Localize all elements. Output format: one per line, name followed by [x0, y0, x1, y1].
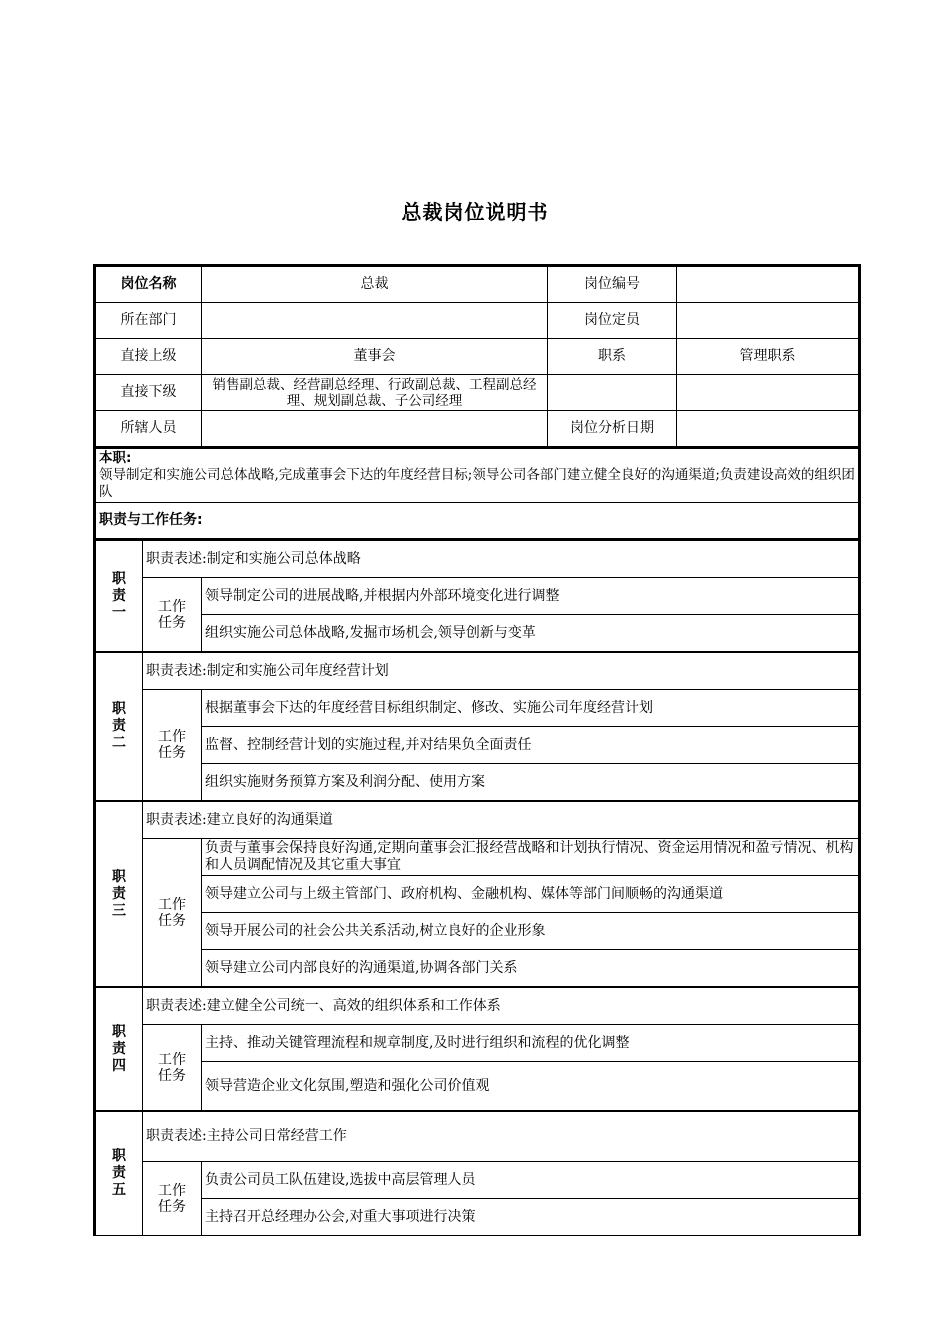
task-label [143, 578, 202, 653]
task-item: 领导建立公司与上级主管部门、政府机构、金融机构、媒体等部门间顺畅的沟通渠道 [202, 876, 859, 913]
main-duty-row [96, 448, 859, 503]
main-duty-text: 领导制定和实施公司总体战略,完成董事会下达的年度经营目标;领导公司各部门建立健全良好的沟通渠道;负责建设高效的组织团队 [99, 467, 855, 500]
department-label: 所在部门 [96, 303, 202, 339]
task-label-word: 工作 [158, 1051, 186, 1068]
headcount-value [677, 303, 859, 339]
task-row [96, 876, 859, 913]
analysis-date-label: 岗位分析日期 [548, 411, 677, 447]
duty-description: 职责表述:建立健全公司统一、高效的组织体系和工作体系 [143, 987, 859, 1025]
duty-label [96, 1111, 143, 1236]
task-label-word: 任务 [158, 745, 186, 761]
headcount-label: 岗位定员 [548, 303, 677, 339]
supervisor-label: 直接上级 [96, 339, 202, 375]
main-duty-table [95, 447, 859, 539]
task-label-word: 任务 [158, 1067, 186, 1084]
duty-label-char: 职 [112, 570, 126, 587]
job-family-label: 职系 [548, 339, 677, 375]
task-label [143, 1025, 202, 1112]
duty-description: 职责表述:制定和实施公司年度经营计划 [143, 652, 859, 690]
duty-label-char: 职 [112, 868, 126, 885]
duty-label-char: 一 [112, 604, 126, 621]
position-name-value: 总裁 [202, 267, 548, 303]
duty-label-char: 责 [112, 1165, 126, 1181]
task-row [96, 690, 859, 727]
task-item: 负责公司员工队伍建设,选拔中高层管理人员 [202, 1162, 859, 1199]
task-item: 组织实施财务预算方案及利润分配、使用方案 [202, 764, 859, 802]
duty-label-char: 三 [112, 902, 126, 919]
task-item: 领导制定公司的进展战略,并根据内外部环境变化进行调整 [202, 578, 859, 615]
position-name-label: 岗位名称 [96, 267, 202, 303]
duty-label [96, 652, 143, 801]
task-label [143, 1162, 202, 1236]
task-item: 主持、推动关键管理流程和规章制度,及时进行组织和流程的优化调整 [202, 1025, 859, 1062]
task-row [96, 615, 859, 653]
subordinates-label: 直接下级 [96, 375, 202, 411]
main-duty-label: 本职: [99, 450, 132, 466]
duty-description: 职责表述:制定和实施公司总体战略 [143, 540, 859, 578]
duty-label-char: 五 [112, 1182, 126, 1198]
staff-value [202, 411, 548, 447]
task-label-word: 工作 [158, 1182, 186, 1199]
position-code-label: 岗位编号 [548, 267, 677, 303]
duties-heading-row [96, 503, 859, 539]
duty-label-char: 职 [112, 1023, 126, 1040]
duty-label-char: 责 [112, 718, 126, 734]
empty-cell [677, 375, 859, 411]
task-row [96, 764, 859, 802]
task-row [96, 1199, 859, 1236]
task-item: 组织实施公司总体战略,发掘市场机会,领导创新与变革 [202, 615, 859, 653]
job-family-value: 管理职系 [677, 339, 859, 375]
duty-description: 职责表述:主持公司日常经营工作 [143, 1111, 859, 1162]
position-code-value [677, 267, 859, 303]
subordinates-value: 销售副总裁、经营副总经理、行政副总裁、工程副总经理、规划副总裁、子公司经理 [202, 375, 548, 411]
task-row [96, 1025, 859, 1062]
duties-table [95, 539, 859, 1236]
task-item: 领导建立公司内部良好的沟通渠道,协调各部门关系 [202, 950, 859, 988]
duty-label [96, 540, 143, 652]
duties-heading: 职责与工作任务: [96, 503, 859, 539]
task-item: 监督、控制经营计划的实施过程,并对结果负全面责任 [202, 727, 859, 764]
task-label-word: 工作 [158, 598, 186, 615]
duty-desc-row [96, 801, 859, 839]
task-label-word: 任务 [158, 912, 186, 929]
duty-desc-row [96, 652, 859, 690]
analysis-date-value [677, 411, 859, 447]
task-row [96, 839, 859, 876]
task-label [143, 690, 202, 802]
task-item: 负责与董事会保持良好沟通,定期向董事会汇报经营战略和计划执行情况、资金运用情况和盈亏情况、机构和人员调配情况及其它重大事宜 [202, 839, 859, 876]
task-row [96, 727, 859, 764]
task-item: 领导营造企业文化氛围,塑造和强化公司价值观 [202, 1062, 859, 1112]
duty-label-char: 二 [112, 735, 126, 751]
duty-description: 职责表述:建立良好的沟通渠道 [143, 801, 859, 839]
document-title: 总裁岗位说明书 [401, 200, 549, 224]
job-description-table [93, 264, 861, 1236]
department-value [202, 303, 548, 339]
task-label [143, 839, 202, 988]
task-item: 主持召开总经理办公会,对重大事项进行决策 [202, 1199, 859, 1236]
header-row [96, 303, 859, 339]
task-label-word: 任务 [158, 1198, 186, 1215]
duty-label-char: 责 [112, 885, 126, 902]
empty-cell [548, 375, 677, 411]
main-duty-cell [96, 448, 859, 503]
duty-desc-row [96, 987, 859, 1025]
supervisor-value: 董事会 [202, 339, 548, 375]
duty-label-char: 职 [112, 701, 126, 717]
duty-desc-row [96, 540, 859, 578]
header-row [96, 411, 859, 447]
duty-label-char: 四 [112, 1057, 126, 1074]
task-item: 根据董事会下达的年度经营目标组织制定、修改、实施公司年度经营计划 [202, 690, 859, 727]
header-row [96, 339, 859, 375]
task-row [96, 1162, 859, 1199]
duty-label [96, 801, 143, 987]
task-label-word: 任务 [158, 614, 186, 631]
task-item: 领导开展公司的社会公共关系活动,树立良好的企业形象 [202, 913, 859, 950]
task-row [96, 913, 859, 950]
duty-label-char: 职 [112, 1148, 126, 1164]
task-label-word: 工作 [158, 896, 186, 913]
task-row [96, 1062, 859, 1112]
header-table [95, 266, 859, 447]
task-label-word: 工作 [158, 729, 186, 745]
duty-label-char: 责 [112, 587, 126, 604]
duty-label-char: 责 [112, 1040, 126, 1057]
staff-label: 所辖人员 [96, 411, 202, 447]
header-row [96, 375, 859, 411]
header-row [96, 267, 859, 303]
duty-desc-row [96, 1111, 859, 1162]
task-row [96, 950, 859, 988]
duty-label [96, 987, 143, 1111]
task-row [96, 578, 859, 615]
